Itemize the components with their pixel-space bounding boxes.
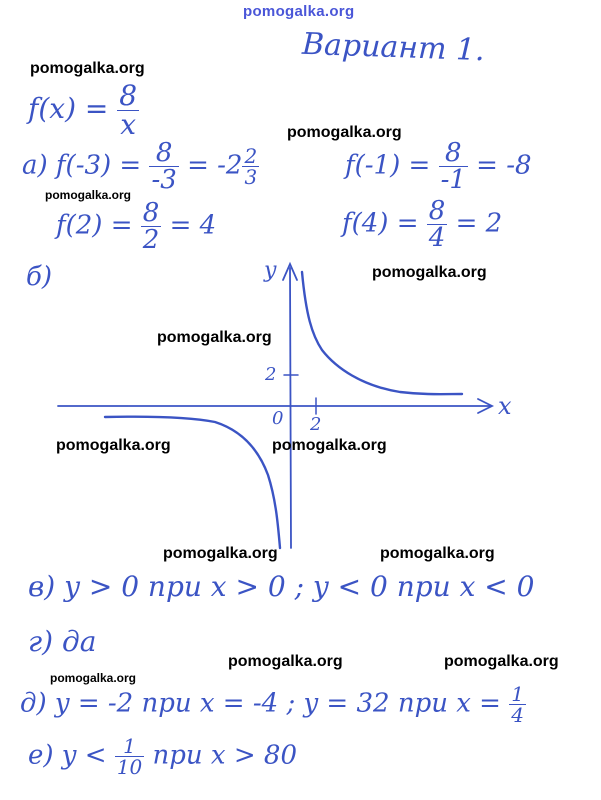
watermark: pomogalka.org [228,653,343,670]
part-a-f-minus-1: f(-1) = $\frac{8}{-1}$ = -8 [345,138,532,195]
x-axis-label: x [498,392,512,420]
y-axis-line [290,268,291,548]
x-tick-label: 2 [310,414,322,435]
hyperbola-branch-positive [302,272,462,394]
watermark: pomogalka.org [50,671,137,685]
y-tick-label: 2 [265,364,277,385]
watermark: pomogalka.org [287,124,402,141]
origin-label: 0 [272,408,284,429]
watermark: pomogalka.org [380,545,495,562]
watermark: pomogalka.org [56,437,171,454]
watermark: pomogalka.org [157,329,272,346]
part-a-f-4: f(4) = $\frac{8}{4}$ = 2 [342,196,503,253]
watermark: pomogalka.org [30,60,145,77]
variant-title: Вариант 1. [301,26,486,69]
part-a-f-minus-3: а) f(-3) = $\frac{8}{-3}$ = -2 $\frac{2}{3}$ [22,138,258,195]
part-d-values: д) y = -2 при x = -4 ; y = 32 при x = $\frac{1}{4}$ [20,682,524,727]
watermark: pomogalka.org [45,188,132,202]
part-b-label: б) [26,262,53,292]
watermark: pomogalka.org [163,545,278,562]
y-axis-label: y [264,258,277,283]
watermark: pomogalka.org [444,653,559,670]
part-e-inequality: е) y < $\frac{1}{10}$ при x > 80 [28,734,297,779]
watermark: pomogalka.org [272,437,387,454]
site-watermark-top: pomogalka.org [243,3,355,20]
part-g-answer: г) да [28,625,97,658]
function-definition: f(x) = $\frac{8}{x}$ [28,79,138,141]
part-a-f-2: f(2) = $\frac{8}{2}$ = 4 [56,198,217,255]
watermark: pomogalka.org [372,264,487,281]
part-v-sign-intervals: в) y > 0 при x > 0 ; y < 0 при x < 0 [28,570,535,603]
